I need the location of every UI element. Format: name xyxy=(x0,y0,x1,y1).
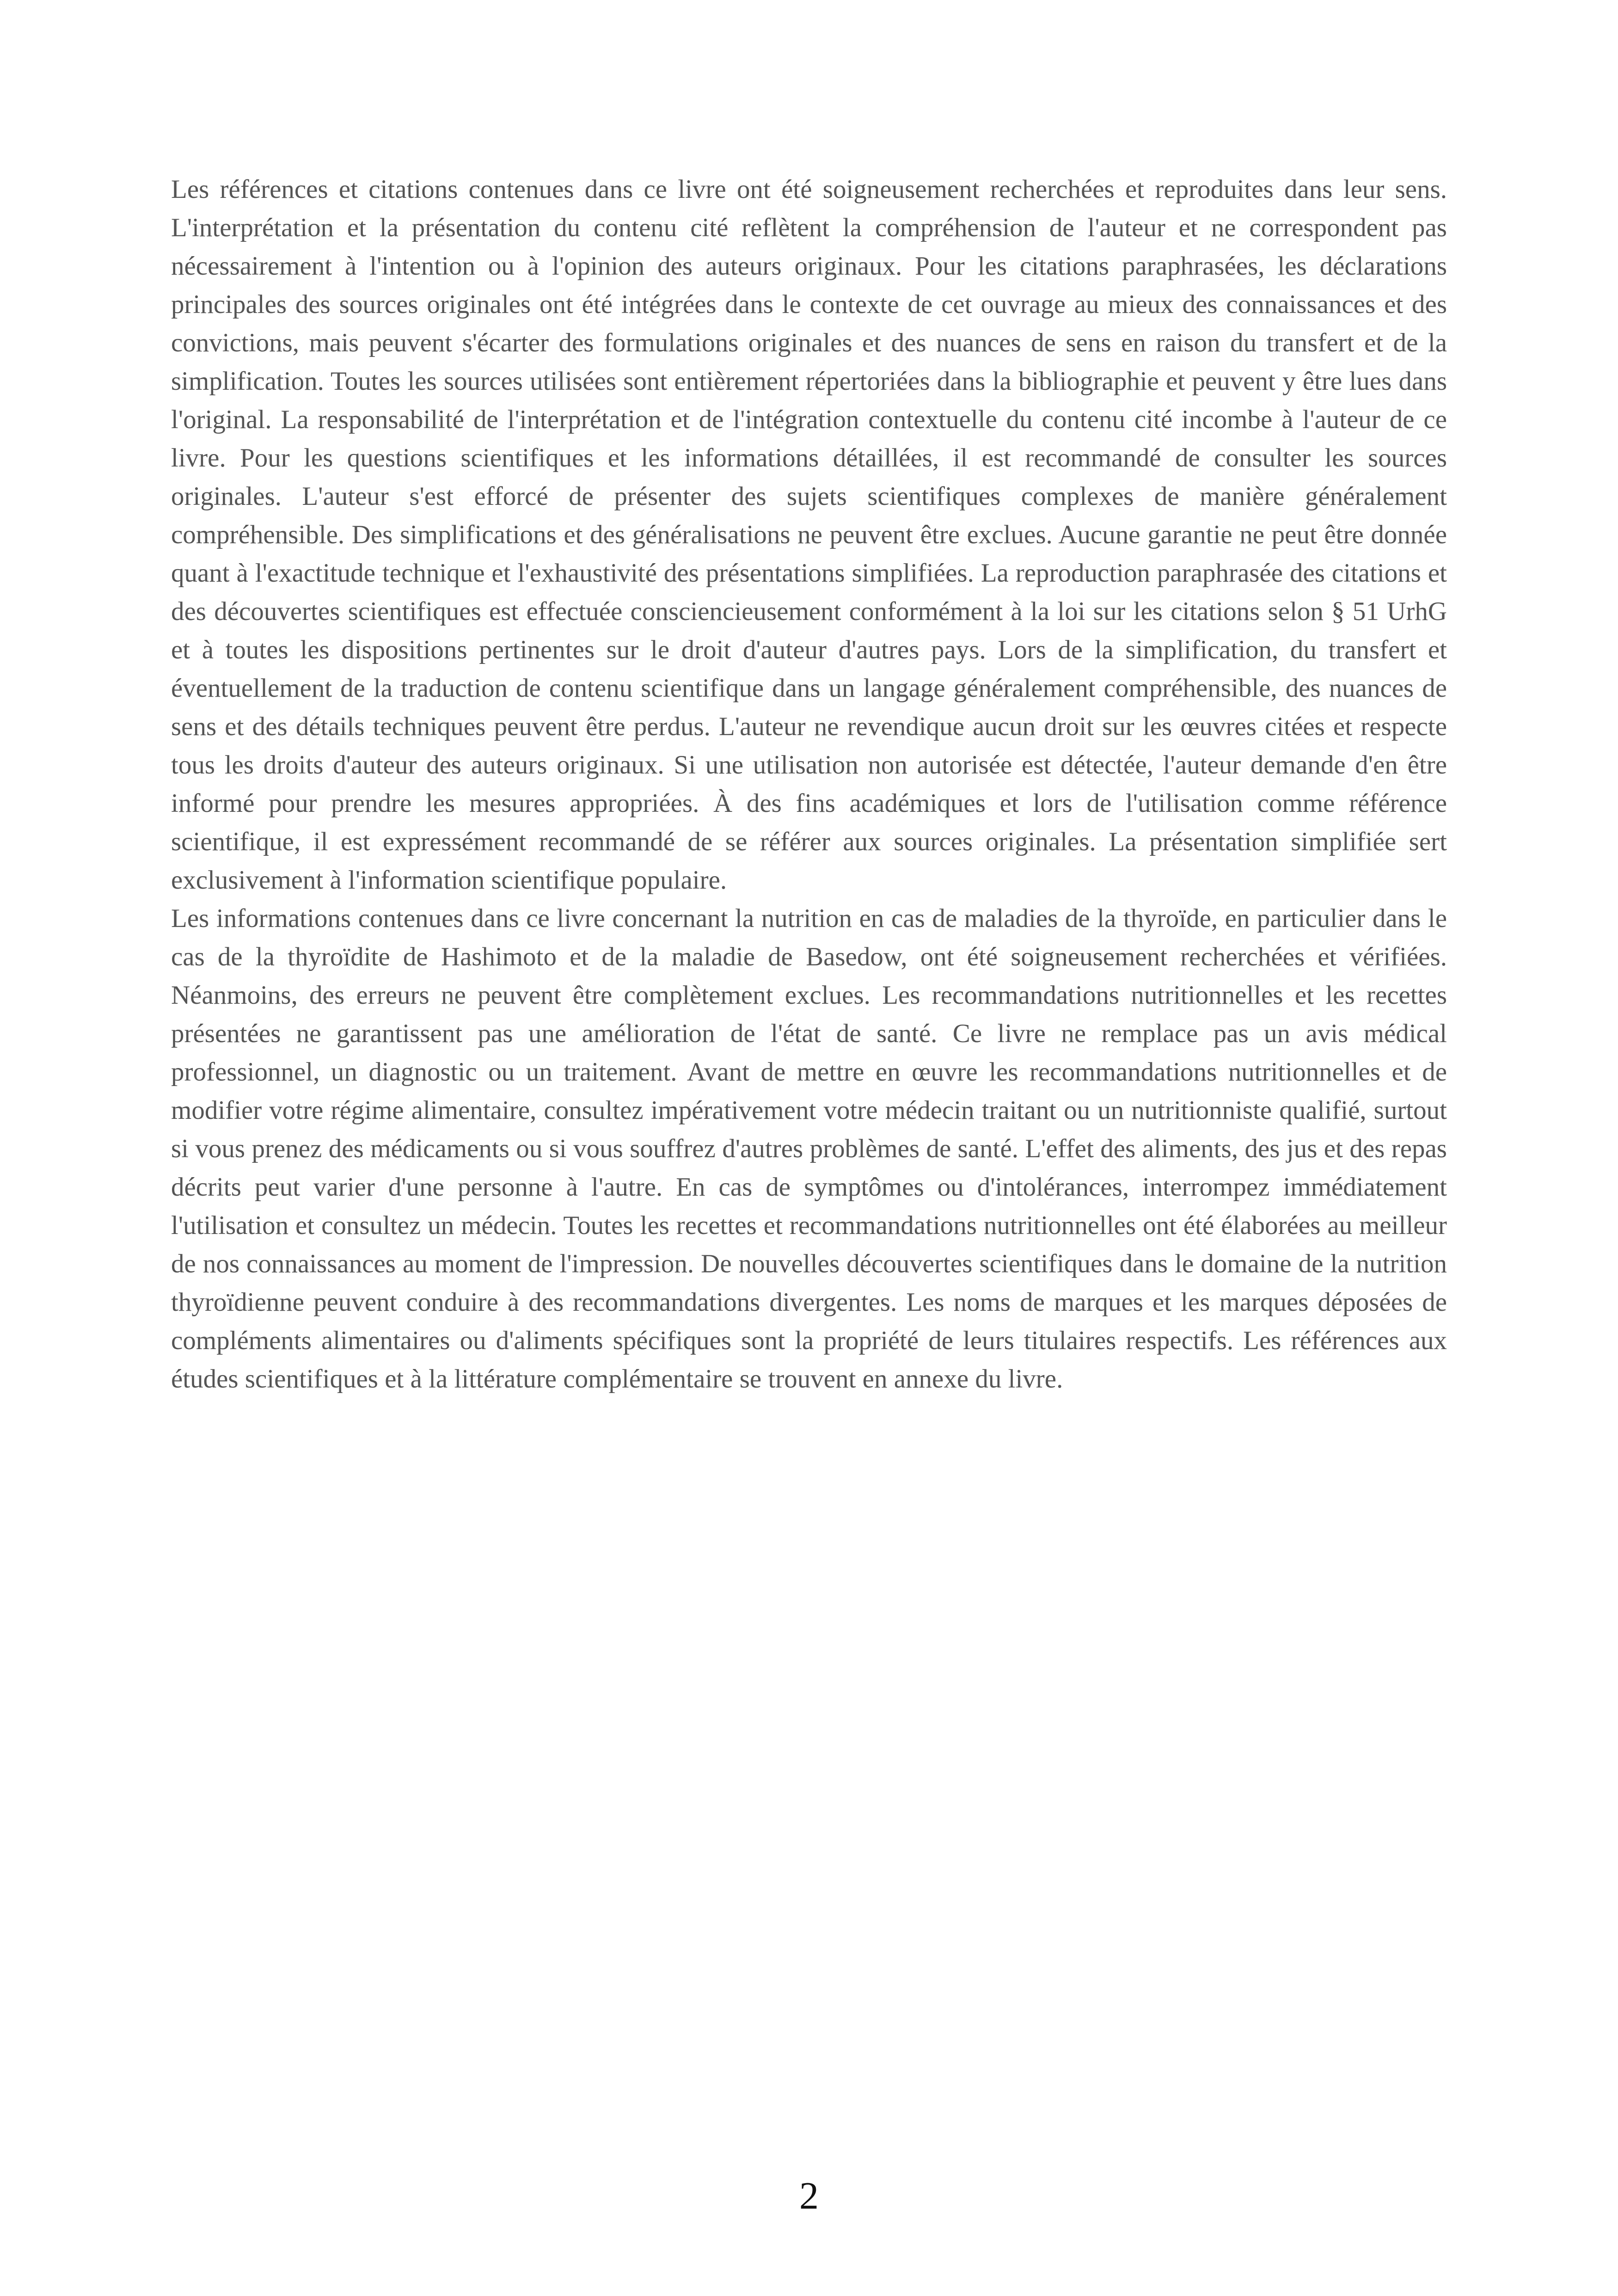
page-number: 2 xyxy=(799,2174,819,2217)
paragraph-citations-disclaimer: Les références et citations contenues dans ce livre ont été soigneusement recherchées et reproduites dans leur sens. L'interprétation et la présentation du contenu cité reflètent la compréhension de l'auteur et ne correspondent pas nécessairement à l'intention ou à l'opinion des auteurs originaux. Pour les citations paraphrasées, les déclarations principales des sources originales ont été intégrées dans le contexte de cet ouvrage au mieux des connaissances et des convictions, mais peuvent s'écarter des formulations originales et des nuances de sens en raison du transfert et de la simplification. Toutes les sources utilisées sont entièrement répertoriées dans la bibliographie et peuvent y être lues dans l'original. La responsabilité de l'interprétation et de l'intégration contextuelle du contenu cité incombe à l'auteur de ce livre. Pour les questions scientifiques et les informations détaillées, il est recommandé de consulter les sources originales. L'auteur s'est efforcé de présenter des sujets scientifiques complexes de manière généralement compréhensible. Des simplifications et des généralisations ne peuvent être exclues. Aucune garantie ne peut être donnée quant à l'exactitude technique et l'exhaustivité des présentations simplifiées. La reproduction paraphrasée des citations et des découvertes scientifiques est effectuée consciencieusement conformément à la loi sur les citations selon § 51 UrhG et à toutes les dispositions pertinentes sur le droit d'auteur d'autres pays. Lors de la simplification, du transfert et éventuellement de la traduction de contenu scientifique dans un langage généralement compréhensible, des nuances de sens et des détails techniques peuvent être perdus. L'auteur ne revendique aucun droit sur les œuvres citées et respecte tous les droits d'auteur des auteurs originaux. Si une utilisation non autorisée est détectée, l'auteur demande d'en être informé pour prendre les mesures appropriées. À des fins académiques et lors de l'utilisation comme référence scientifique, il est expressément recommandé de se référer aux sources originales. La présentation simplifiée sert exclusivement à l'information scientifique populaire. xyxy=(171,175,1447,895)
paragraph-nutrition-disclaimer: Les informations contenues dans ce livre concernant la nutrition en cas de maladies de la thyroïde, en particulier dans le cas de la thyroïdite de Hashimoto et de la maladie de Basedow, ont été soigneusement recherchées et vérifiées. Néanmoins, des erreurs ne peuvent être complètement exclues. Les recommandations nutritionnelles et les recettes présentées ne garantissent pas une amélioration de l'état de santé. Ce livre ne remplace pas un avis médical professionnel, un diagnostic ou un traitement. Avant de mettre en œuvre les recommandations nutritionnelles et de modifier votre régime alimentaire, consultez impérativement votre médecin traitant ou un nutritionniste qualifié, surtout si vous prenez des médicaments ou si vous souffrez d'autres problèmes de santé. L'effet des aliments, des jus et des repas décrits peut varier d'une personne à l'autre. En cas de symptômes ou d'intolérances, interrompez immédiatement l'utilisation et consultez un médecin. Toutes les recettes et recommandations nutritionnelles ont été élaborées au meilleur de nos connaissances au moment de l'impression. De nouvelles découvertes scientifiques dans le domaine de la nutrition thyroïdienne peuvent conduire à des recommandations divergentes. Les noms de marques et les marques déposées de compléments alimentaires ou d'aliments spécifiques sont la propriété de leurs titulaires respectifs. Les références aux études scientifiques et à la littérature complémentaire se trouvent en annexe du livre. xyxy=(171,904,1447,1394)
body-text xyxy=(171,170,1447,1398)
